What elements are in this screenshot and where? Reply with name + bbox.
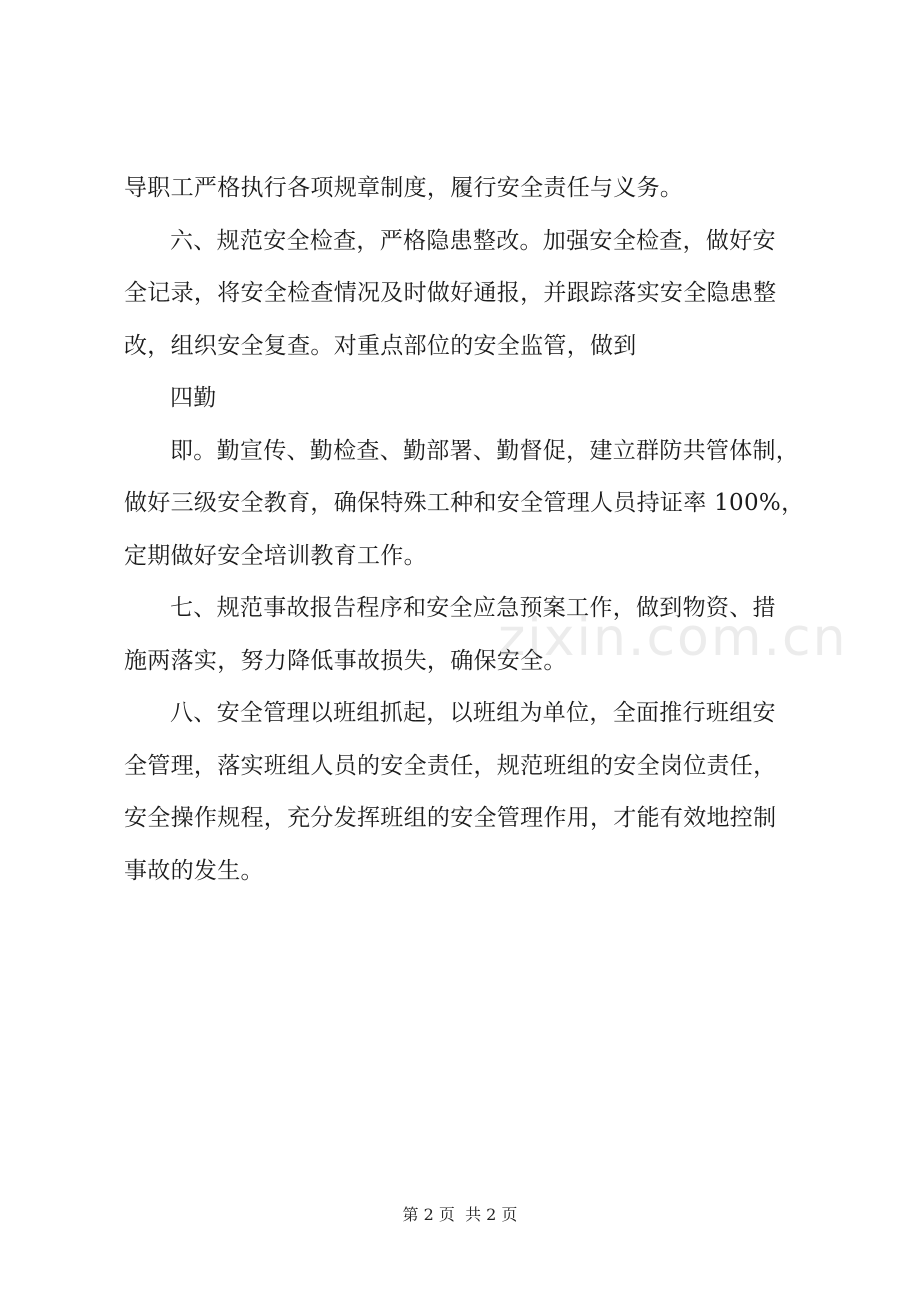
text-line: 即。勤宣传、勤检查、勤部署、勤督促，建立群防共管体制， — [170, 437, 800, 464]
text-line: 做好三级安全教育，确保特殊工种和安全管理人员持证率 100%， — [124, 490, 805, 516]
text-line: 事故的发生。 — [124, 857, 264, 884]
text-line: 导职工严格执行各项规章制度，履行安全责任与义务。 — [124, 175, 684, 201]
page-footer: 第 2 页 共 2 页 — [402, 1205, 518, 1224]
text-line: 七、规范事故报告程序和安全应急预案工作，做到物资、措 — [170, 595, 776, 621]
text-line: 全记录，将安全检查情况及时做好通报，并跟踪落实安全隐患整 — [124, 280, 777, 306]
text-line: 四勤 — [170, 385, 217, 411]
text-line: 安全操作规程，充分发挥班组的安全管理作用，才能有效地控制 — [124, 805, 777, 831]
document-body — [124, 162, 804, 897]
text-line: 施两落实，努力降低事故损失，确保安全。 — [124, 647, 567, 674]
text-line: 全管理，落实班组人员的安全责任，规范班组的安全岗位责任， — [124, 752, 777, 779]
text-line: 八、安全管理以班组抓起，以班组为单位，全面推行班组安 — [170, 700, 776, 726]
text-line: 六、规范安全检查，严格隐患整改。加强安全检查，做好安 — [170, 227, 776, 254]
watermark: zixin.com.cn — [498, 608, 848, 668]
text-line: 定期做好安全培训教育工作。 — [124, 542, 427, 569]
text-line: 改，组织安全复查。对重点部位的安全监管，做到 — [124, 332, 637, 359]
